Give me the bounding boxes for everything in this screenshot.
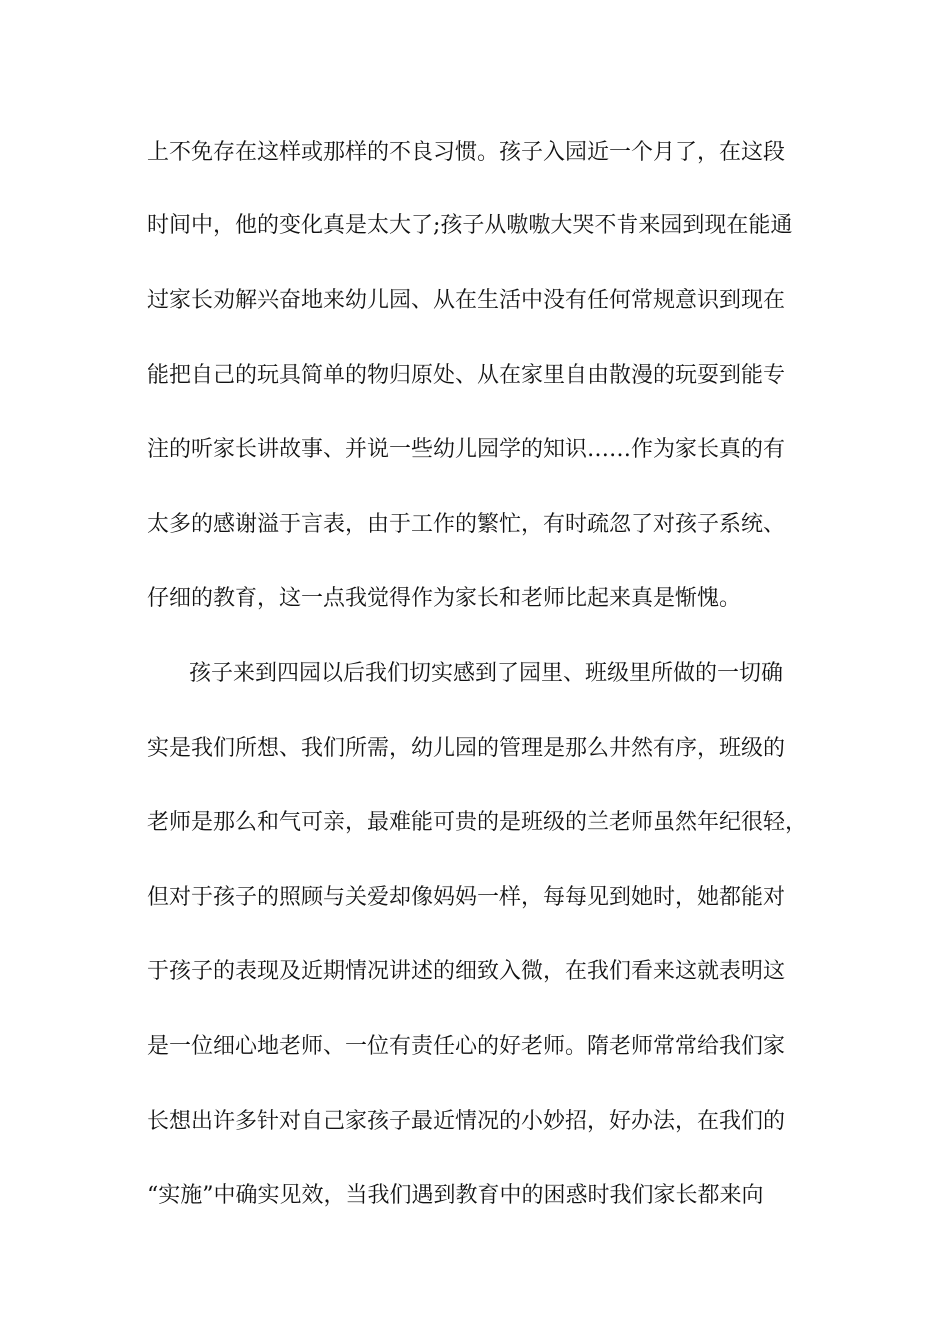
- paragraph-first-line: 孩子来到四园以后我们切实感到了园里、班级里所做的一切确: [189, 661, 784, 686]
- text-line: 实是我们所想、我们所需，幼儿园的管理是那么井然有序，班级的: [147, 736, 786, 761]
- text-line: 仔细的教育，这一点我觉得作为家长和老师比起来真是惭愧。: [147, 586, 742, 611]
- text-line: 于孩子的表现及近期情况讲述的细致入微，在我们看来这就表明这: [147, 959, 786, 984]
- text-line: 太多的感谢溢于言表，由于工作的繁忙，有时疏忽了对孩子系统、: [147, 512, 786, 537]
- text-line: 但对于孩子的照顾与关爱却像妈妈一样，每每见到她时，她都能对: [147, 885, 786, 910]
- text-line: 老师是那么和气可亲，最难能可贵的是班级的兰老师虽然年纪很轻，: [147, 810, 808, 835]
- text-line: 长想出许多针对自己家孩子最近情况的小妙招，好办法，在我们的: [147, 1109, 786, 1134]
- text-line: 时间中，他的变化真是太大了;孩子从嗷嗷大哭不肯来园到现在能通: [147, 213, 793, 238]
- text-line: 能把自己的玩具简单的物归原处、从在家里自由散漫的玩耍到能专: [147, 363, 786, 388]
- text-line: 过家长劝解兴奋地来幼儿园、从在生活中没有任何常规意识到现在: [147, 288, 786, 313]
- text-line: 是一位细心地老师、一位有责任心的好老师。隋老师常常给我们家: [147, 1034, 786, 1059]
- text-line: 注的听家长讲故事、并说一些幼儿园学的知识……作为家长真的有: [147, 437, 786, 462]
- text-line: “实施”中确实见效，当我们遇到教育中的困惑时我们家长都来向: [147, 1183, 764, 1208]
- text-line: 上不免存在这样或那样的不良习惯。孩子入园近一个月了，在这段: [147, 140, 786, 165]
